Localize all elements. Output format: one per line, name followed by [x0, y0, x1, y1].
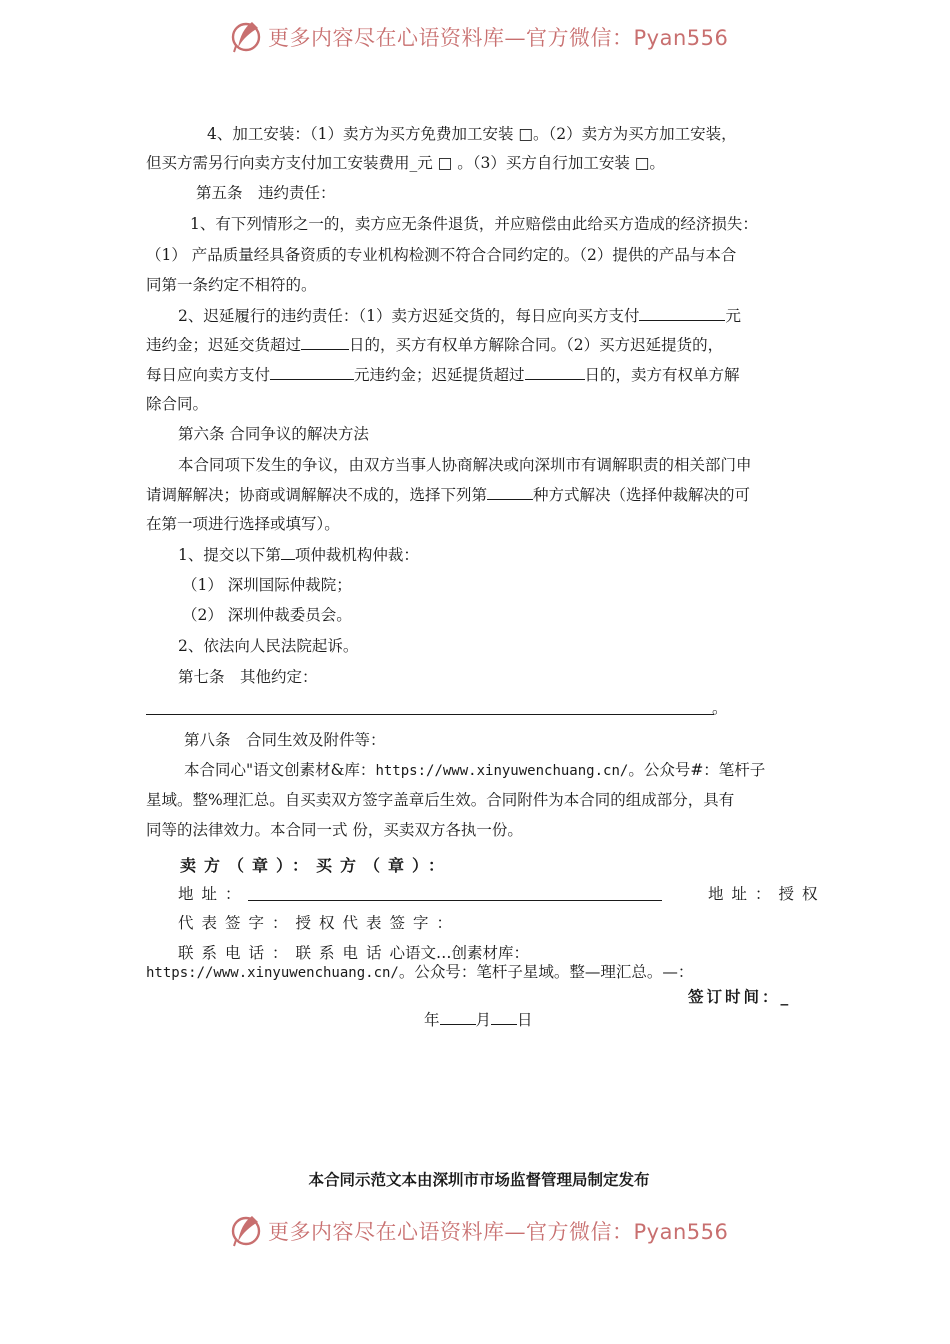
arbitration-line	[178, 544, 419, 565]
text-segment: 。公众号：笔杆子星域。整—理汇总。—：	[398, 963, 694, 981]
blank-field	[440, 1009, 476, 1025]
watermark-header	[0, 16, 950, 60]
litigation-line: 2、依法向人民法院起诉。	[178, 637, 359, 655]
quill-logo-icon	[228, 18, 264, 54]
watermark-text	[268, 22, 728, 52]
watermark-id: Pyan556	[633, 26, 729, 50]
day-label: 日	[517, 1011, 533, 1029]
parties-seal-line: 卖方（章）：买方（章）：	[180, 856, 453, 875]
article-8-line2: 星域。整%理汇总。自买卖双方签字盖章后生效。合同附件为本合同的组成部分，具有	[146, 791, 735, 809]
source-url-line	[146, 962, 693, 983]
blank-field	[270, 364, 354, 380]
quill-logo-icon	[228, 1212, 264, 1248]
article-6-title: 第六条 合同争议的解决方法	[178, 425, 369, 443]
text-segment: 请调解解决；协商或调解解决不成的，选择下列第	[146, 486, 488, 504]
watermark-text	[268, 1216, 728, 1246]
article-8-line3: 同等的法律效力。本合同一式 份，买卖双方各执一份。	[146, 821, 523, 839]
article-7-title: 第七条 其他约定：	[178, 668, 318, 686]
text-segment: 本合同心"语文创素材&库：	[184, 761, 376, 779]
signing-date-label: 签订时间：_	[688, 988, 792, 1006]
year-label: 年	[424, 1011, 440, 1029]
arbitration-option-1: （1） 深圳国际仲裁院；	[182, 576, 352, 594]
blank-field	[525, 364, 585, 380]
article-5-line3: 同第一条约定不相符的。	[146, 276, 317, 294]
delay-liability-line3	[146, 364, 740, 385]
article-5-line2: （1） 产品质量经具备资质的专业机构检测不符合合同约定的。（2）提供的产品与本合	[146, 246, 737, 264]
article-8-title: 第八条 合同生效及附件等：	[184, 731, 386, 749]
other-terms-rule	[146, 714, 714, 715]
representative-line: 代表签字：授权代表签字：	[178, 914, 461, 932]
other-terms-period: 。	[712, 699, 728, 717]
text-segment: 。公众号#：笔杆子	[628, 761, 766, 779]
article-6-line2	[146, 484, 750, 505]
text-segment: 2、迟延履行的违约责任：（1）卖方迟延交货的，每日应向买方支付	[178, 307, 640, 325]
watermark-label: 更多内容尽在心语资料库—官方微信：	[268, 26, 634, 50]
text-segment: 种方式解决（选择仲裁解决的可	[533, 486, 751, 504]
arbitration-option-2: （2） 深圳仲裁委员会。	[182, 606, 352, 624]
delay-liability-line2	[146, 334, 723, 355]
delay-liability-line1	[178, 305, 741, 326]
article-8-line1	[184, 760, 765, 781]
template-issuer-note: 本合同示范文本由深圳市市场监督管理局制定发布	[308, 1171, 650, 1189]
text-segment: 心语文…创素材库：	[389, 944, 530, 962]
blank-field	[301, 334, 349, 350]
text-segment: 项仲裁机构仲裁：	[294, 546, 419, 564]
text-segment: 违约金；迟延交货超过	[146, 336, 302, 354]
article-6-line3: 在第一项进行选择或填写）。	[146, 515, 340, 533]
article-5-line1: 1、有下列情形之一的，卖方应无条件退货，并应赔偿由此给买方造成的经济损失：	[190, 215, 758, 233]
clause-4-line1: 4、加工安装：（1）卖方为买方免费加工安装 □。（2）卖方为买方加工安装，	[207, 125, 737, 143]
blank-field	[639, 305, 725, 321]
source-url: https://www.xinyuwenchuang.cn/	[375, 763, 629, 779]
clause-4-line2: 但买方需另行向卖方支付加工安装费用_元 □ 。（3）买方自行加工安装 □。	[146, 154, 665, 172]
text-segment: 每日应向卖方支付	[146, 366, 271, 384]
blank-field	[281, 544, 295, 560]
address-authorized-label: 地址：授权	[708, 885, 826, 903]
blank-field	[487, 484, 533, 500]
month-label: 月	[475, 1011, 492, 1029]
watermark-footer	[0, 1210, 950, 1254]
text-segment: 日的，卖方有权单方解	[584, 366, 740, 384]
delay-liability-line4: 除合同。	[146, 395, 209, 413]
article-5-title: 第五条 违约责任：	[196, 184, 336, 202]
text-segment: 日的，买方有权单方解除合同。（2）买方迟延提货的，	[349, 336, 724, 354]
watermark-label: 更多内容尽在心语资料库—官方微信：	[268, 1220, 634, 1244]
phone-line	[178, 943, 529, 963]
text-segment: 元	[725, 307, 741, 325]
phone-label: 联系电话：联系电话	[178, 944, 390, 962]
blank-field	[491, 1009, 517, 1025]
text-segment: 元违约金；迟延提货超过	[354, 366, 525, 384]
address-rule	[248, 900, 662, 901]
source-url: https://www.xinyuwenchuang.cn/	[146, 965, 399, 981]
text-segment: 1、提交以下第	[178, 546, 281, 564]
address-label: 地址：	[178, 885, 249, 903]
date-line	[424, 1009, 533, 1030]
article-6-line1: 本合同项下发生的争议，由双方当事人协商解决或向深圳市有调解职责的相关部门申	[178, 456, 752, 474]
watermark-id: Pyan556	[633, 1220, 729, 1244]
